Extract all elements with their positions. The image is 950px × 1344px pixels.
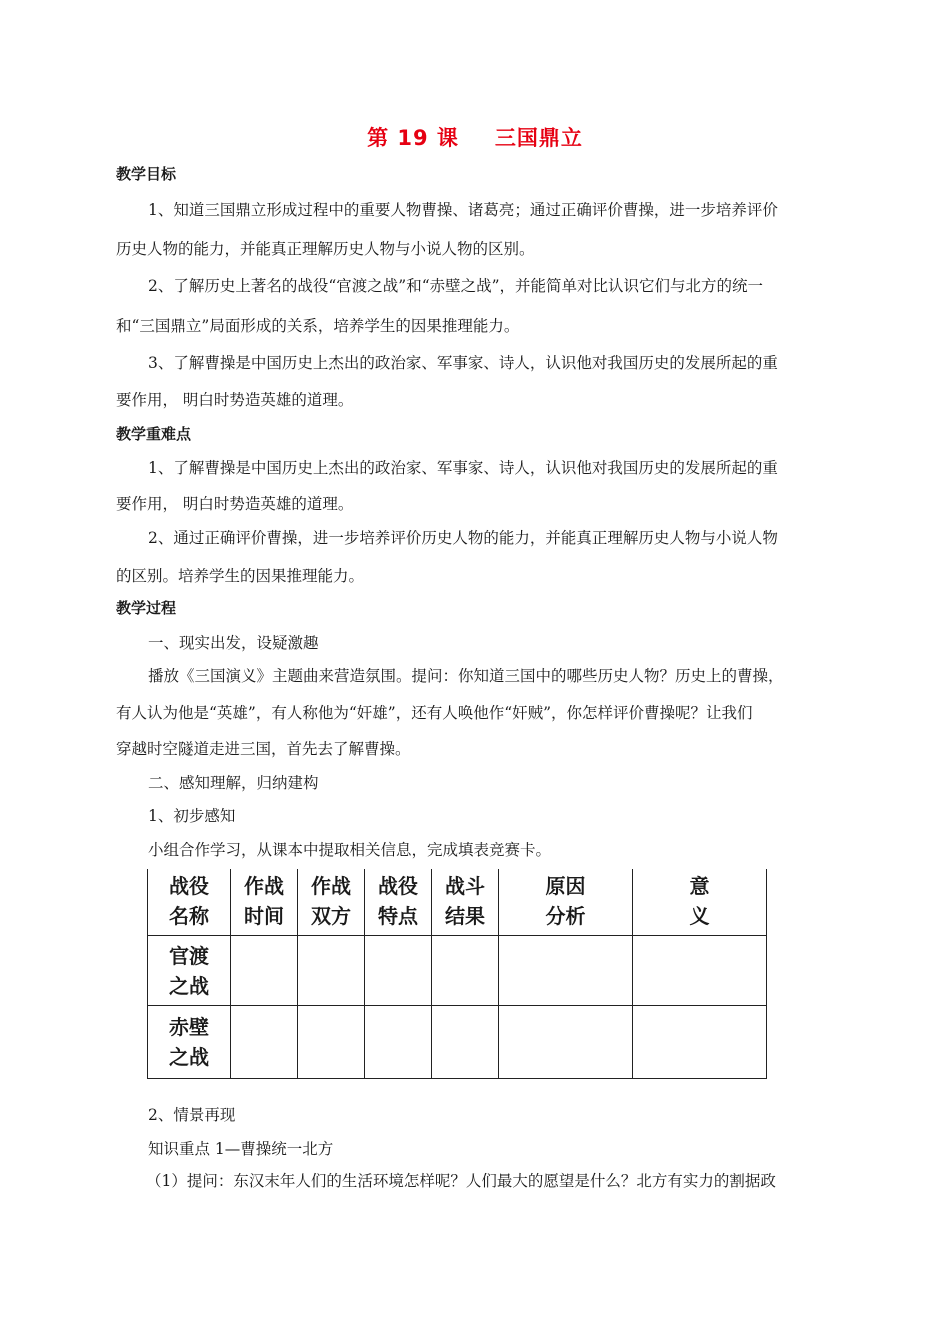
goal-2-line-2: 和“三国鼎立”局面形成的关系，培养学生的因果推理能力。 <box>116 317 520 335</box>
goal-2-line-1: 2、了解历史上著名的战役“官渡之战”和“赤壁之战”，并能简单对比认识它们与北方的统一 <box>148 277 764 295</box>
step-1-paragraph-line-1: 播放《三国演义》主题曲来营造氛围。提问：你知道三国中的哪些历史人物？历史上的曹操， <box>148 667 784 685</box>
step-2-title: 二、感知理解，归纳建构 <box>148 774 319 792</box>
key-1-line-2: 要作用， 明白时势造英雄的道理。 <box>116 495 354 513</box>
header-sides: 作战 双方 <box>298 869 365 935</box>
header-features: 战役 特点 <box>365 869 432 935</box>
lesson-number: 第 19 课 <box>367 126 459 150</box>
goal-1-line-2: 历史人物的能力，并能真正理解历史人物与小说人物的区别。 <box>116 240 535 258</box>
lesson-title <box>0 122 950 152</box>
goal-3-line-2: 要作用， 明白时势造英雄的道理。 <box>116 391 354 409</box>
table-cell[interactable] <box>499 1006 633 1079</box>
step-1-paragraph-line-2: 有人认为他是“英雄”，有人称他为“奸雄”，还有人唤他作“奸贼”，你怎样评价曹操呢？让我们 <box>116 704 753 722</box>
step-2-1-paragraph: 小组合作学习，从课本中提取相关信息，完成填表竞赛卡。 <box>148 841 552 859</box>
goal-1-line-1: 1、知道三国鼎立形成过程中的重要人物曹操、诸葛亮；通过正确评价曹操，进一步培养评价 <box>148 201 778 219</box>
table-cell[interactable] <box>499 935 633 1006</box>
key-2-line-1: 2、通过正确评价曹操，进一步培养评价历史人物的能力，并能真正理解历史人物与小说人物 <box>148 529 778 547</box>
row-chibi-label: 赤壁 之战 <box>148 1006 231 1079</box>
table-cell[interactable] <box>298 1006 365 1079</box>
table-row <box>148 1006 767 1079</box>
table-header-row <box>148 869 767 935</box>
lesson-name: 三国鼎立 <box>494 126 583 150</box>
step-1-paragraph-line-3: 穿越时空隧道走进三国，首先去了解曹操。 <box>116 740 411 758</box>
header-result: 战斗 结果 <box>432 869 499 935</box>
knowledge-point-1: 知识重点 1—曹操统一北方 <box>148 1140 334 1158</box>
process-heading: 教学过程 <box>116 599 177 617</box>
goals-heading: 教学目标 <box>116 165 177 183</box>
table-row <box>148 935 767 1006</box>
key-2-line-2: 的区别。培养学生的因果推理能力。 <box>116 567 365 585</box>
table-cell[interactable] <box>298 935 365 1006</box>
table-cell[interactable] <box>633 1006 767 1079</box>
step-1-title: 一、现实出发，设疑激趣 <box>148 634 319 652</box>
battle-table <box>147 869 767 1079</box>
table-cell[interactable] <box>365 935 432 1006</box>
goal-3-line-1: 3、了解曹操是中国历史上杰出的政治家、军事家、诗人，认识他对我国历史的发展所起的重 <box>148 354 778 372</box>
header-cause-analysis: 原因 分析 <box>499 869 633 935</box>
table-cell[interactable] <box>432 1006 499 1079</box>
table-cell[interactable] <box>633 935 767 1006</box>
row-guandu-label: 官渡 之战 <box>148 935 231 1006</box>
header-significance: 意 义 <box>633 869 767 935</box>
table-cell[interactable] <box>231 935 298 1006</box>
header-battle-time: 作战 时间 <box>231 869 298 935</box>
header-battle-name: 战役 名称 <box>148 869 231 935</box>
table-cell[interactable] <box>231 1006 298 1079</box>
table-cell[interactable] <box>365 1006 432 1079</box>
key-points-heading: 教学重难点 <box>116 425 192 443</box>
key-1-line-1: 1、了解曹操是中国历史上杰出的政治家、军事家、诗人，认识他对我国历史的发展所起的重 <box>148 459 778 477</box>
question-1: （1）提问：东汉末年人们的生活环境怎样呢？人们最大的愿望是什么？北方有实力的割据政 <box>146 1172 776 1190</box>
step-2-1-title: 1、初步感知 <box>148 807 236 825</box>
step-2-2-title: 2、情景再现 <box>148 1106 236 1124</box>
table-cell[interactable] <box>432 935 499 1006</box>
